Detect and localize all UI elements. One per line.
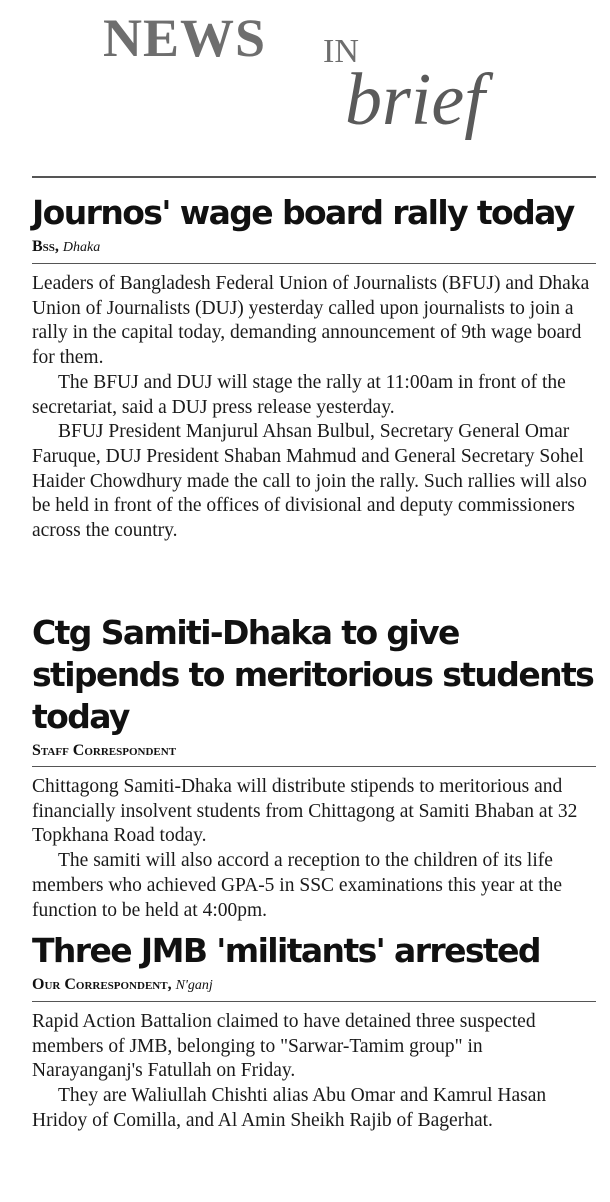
story-byline	[32, 742, 596, 760]
story-wage-board-rally	[32, 192, 596, 544]
byline-source: Staff Correspondent	[32, 742, 177, 759]
story-headline: Ctg Samiti-Dhaka to give stipends to meritorious students today	[32, 613, 594, 736]
story-headline: Three JMB 'militants' arrested	[32, 931, 540, 970]
byline-place: Dhaka	[62, 240, 101, 255]
masthead-brief: brief	[345, 59, 485, 141]
masthead-in: IN	[323, 33, 359, 70]
story-paragraph: The BFUJ and DUJ will stage the rally at 11:00am in front of the secretariat, said a DUJ press release yesterday.	[32, 371, 566, 418]
story-paragraph: BFUJ President Manjurul Ahsan Bulbul, Secretary General Omar Faruque, DUJ President Shaban Mahmud and General Secretary Sohel Haider Chowdhury made the call to join the rally. Such rallies will also be held in front of the offices of divisional and deputy commissioners across the country.	[32, 421, 587, 542]
masthead-divider	[32, 176, 596, 178]
story-ctg-samiti-stipends	[32, 612, 596, 923]
story-paragraph: Rapid Action Battalion claimed to have detained three suspected members of JMB, belonging to "Sarwar-Tamim group" in Narayanganj's Fatullah on Friday.	[32, 1011, 536, 1082]
byline-source: Bss,	[32, 238, 59, 255]
story-byline	[32, 976, 596, 995]
story-body	[32, 1010, 596, 1134]
story-body	[32, 272, 596, 544]
byline-divider	[32, 766, 596, 767]
masthead-news: NEWS	[103, 8, 267, 68]
story-paragraph: Chittagong Samiti-Dhaka will distribute stipends to meritorious and financially insolvent students from Chittagong at Samiti Bhaban at 32 Topkhana Road today.	[32, 776, 578, 847]
byline-divider	[32, 263, 596, 264]
story-byline	[32, 238, 596, 257]
story-paragraph: Leaders of Bangladesh Federal Union of Journalists (BFUJ) and Dhaka Union of Journalists (DUJ) yesterday called upon journalists to join a rally in the capital today, demanding announcement of 9th wage board for them.	[32, 273, 590, 369]
byline-place: N'ganj	[175, 978, 213, 993]
byline-source: Our Correspondent,	[32, 976, 172, 993]
story-jmb-militants-arrested	[32, 930, 596, 1134]
story-body	[32, 775, 596, 923]
byline-divider	[32, 1001, 596, 1002]
story-paragraph: They are Waliullah Chishti alias Abu Omar and Kamrul Hasan Hridoy of Comilla, and Al Amin Sheikh Rajib of Bagerhat.	[32, 1085, 547, 1131]
story-paragraph: The samiti will also accord a reception to the children of its life members who achieved GPA-5 in SSC examinations this year at the function to be held at 4:00pm.	[32, 850, 563, 921]
story-headline: Journos' wage board rally today	[32, 193, 574, 232]
masthead	[0, 0, 610, 175]
